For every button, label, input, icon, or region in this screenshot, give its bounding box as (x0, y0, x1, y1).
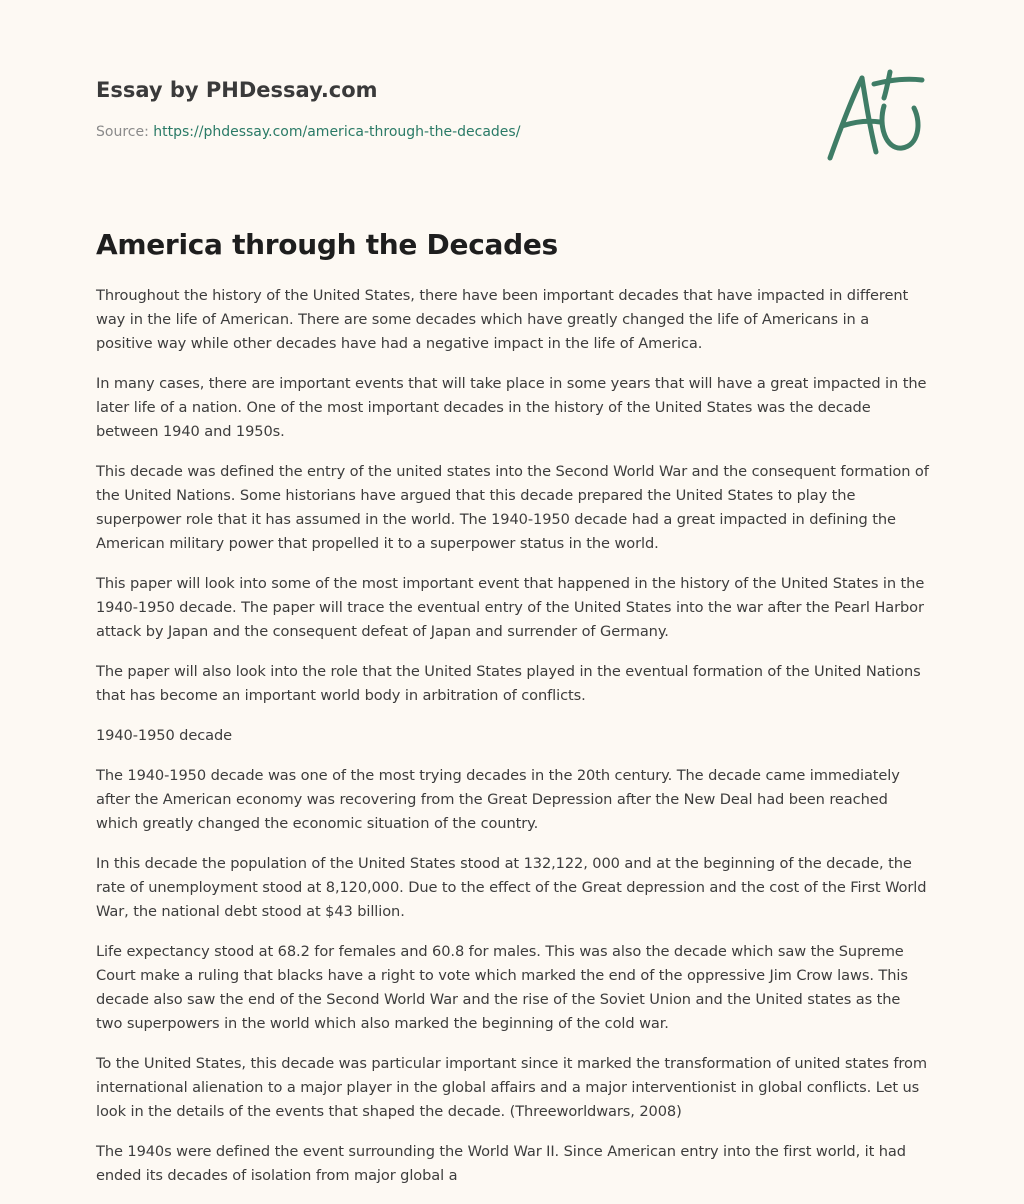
site-brand: Essay by PHDessay.com (96, 78, 378, 102)
source-link[interactable]: https://phdessay.com/america-through-the-decades/ (153, 124, 521, 140)
section-heading: 1940-1950 decade (96, 727, 233, 744)
site-header (96, 76, 796, 142)
essay-paragraph: To the United States, this decade was particular important since it marked the transformation of united states from international alienation to a major player in the global affairs and a major interventionist in global conflicts. Let us look in the details of the events that shaped the decade. (Threeworldwars, 2008) (96, 1055, 927, 1120)
source-label: Source: (96, 124, 149, 140)
essay-paragraph: The paper will also look into the role that the United States played in the eventual formation of the United Nations that has become an important world body in arbitration of conflicts. (96, 663, 921, 704)
essay-paragraph: The 1940s were defined the event surrounding the World War II. Since American entry into the first world, it had ended its decades of isolation from major global a (96, 1143, 906, 1184)
essay-paragraph: In many cases, there are important events that will take place in some years that will have a great impacted in the later life of a nation. One of the most important decades in the history of the United States was the decade between 1940 and 1950s. (96, 375, 927, 440)
essay-paragraph: This decade was defined the entry of the united states into the Second World War and the consequent formation of the United Nations. Some historians have argued that this decade prepared the United States to play the superpower role that it has assumed in the world. The 1940-1950 decade had a great impacted in defining the American military power that propelled it to a superpower status in the world. (96, 463, 929, 552)
a-plus-grade-icon (822, 68, 932, 168)
essay-paragraph: This paper will look into some of the most important event that happened in the history of the United States in the 1940-1950 decade. The paper will trace the eventual entry of the United States into the war after the Pearl Harbor attack by Japan and the consequent defeat of Japan and surrender of Germany. (96, 575, 925, 640)
essay-body (96, 284, 930, 1204)
essay-title: America through the Decades (96, 228, 558, 261)
essay-paragraph: Life expectancy stood at 68.2 for females and 60.8 for males. This was also the decade which saw the Supreme Court make a ruling that blacks have a right to vote which marked the end of the oppressive Jim Crow laws. This decade also saw the end of the Second World War and the rise of the Soviet Union and the United states as the two superpowers in the world which also marked the beginning of the cold war. (96, 943, 908, 1032)
essay-paragraph: Throughout the history of the United States, there have been important decades that have impacted in different way in the life of American. There are some decades which have greatly changed the life of Americans in a positive way while other decades have had a negative impact in the life of America. (96, 287, 909, 352)
essay-paragraph: The 1940-1950 decade was one of the most trying decades in the 20th century. The decade came immediately after the American economy was recovering from the Great Depression after the New Deal had been reached which greatly changed the economic situation of the country. (96, 767, 900, 832)
essay-paragraph: In this decade the population of the United States stood at 132,122, 000 and at the beginning of the decade, the rate of unemployment stood at 8,120,000. Due to the effect of the Great depression and the cost of the First World War, the national debt stood at $43 billion. (96, 855, 927, 920)
source-line (96, 122, 796, 142)
